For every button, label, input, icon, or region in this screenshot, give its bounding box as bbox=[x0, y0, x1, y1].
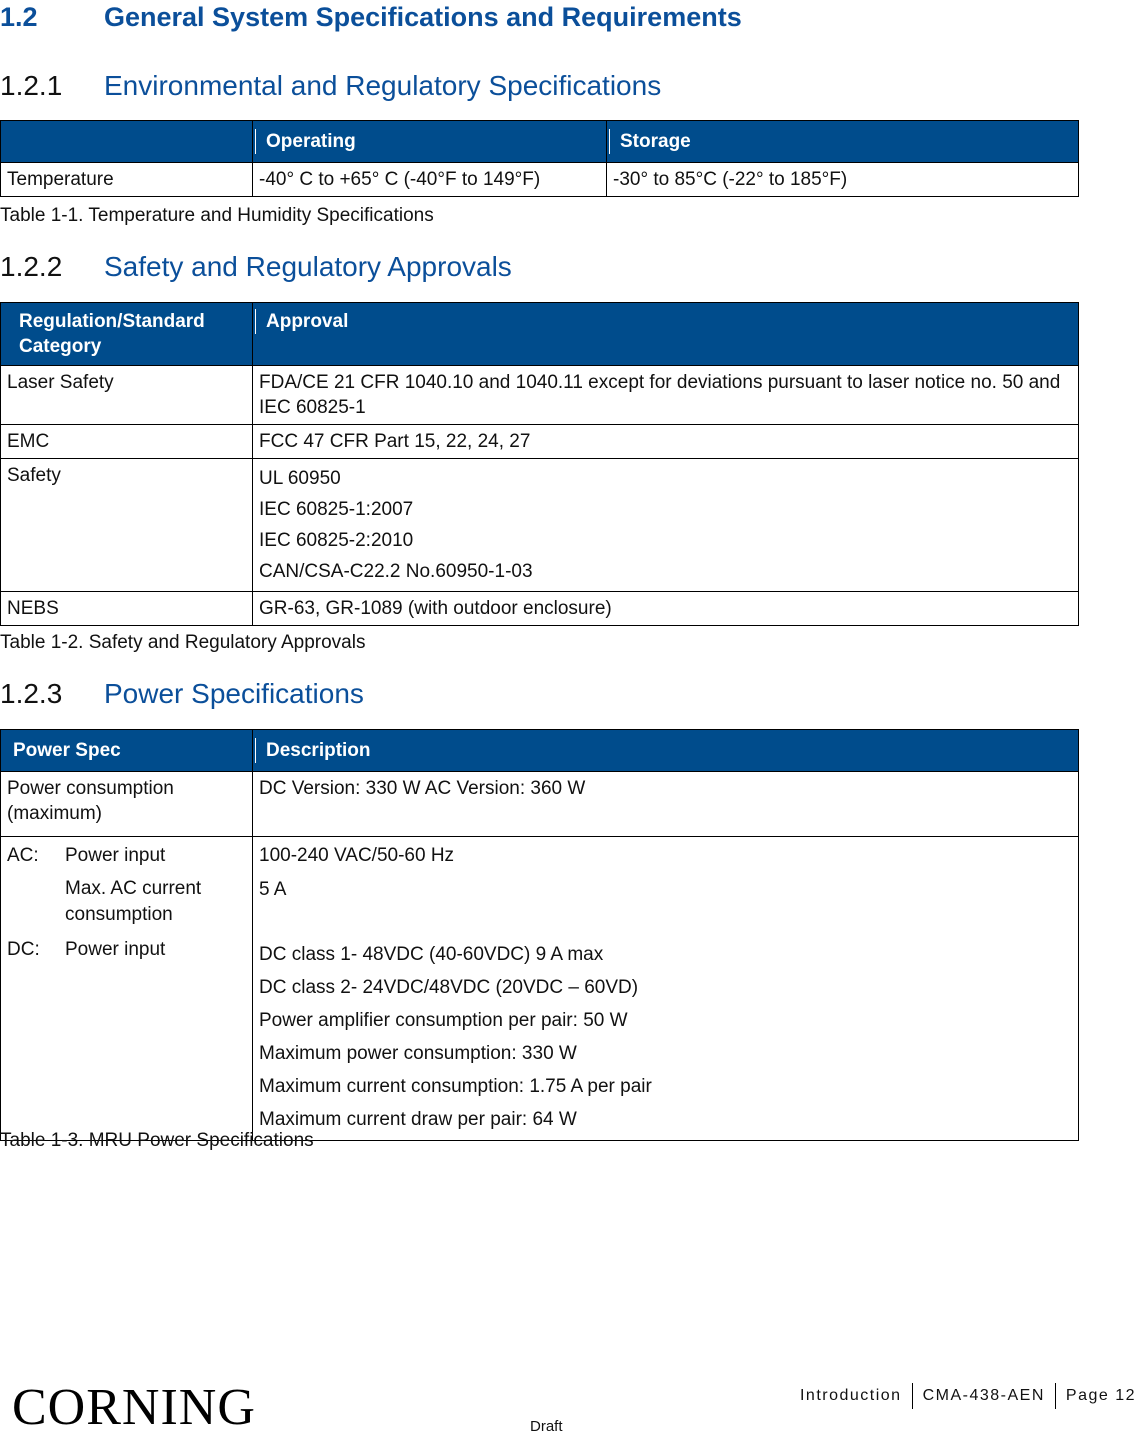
list-item: UL 60950 bbox=[259, 468, 341, 489]
table-cell: DC Version: 330 W AC Version: 360 W bbox=[253, 772, 1079, 837]
subsection-number: 1.2.2 bbox=[0, 251, 63, 282]
subsection-title: Environmental and Regulatory Specifications bbox=[104, 70, 662, 101]
table-row bbox=[1, 459, 1079, 592]
table-header-row bbox=[1, 303, 1079, 366]
table-cell: EMC bbox=[1, 425, 253, 459]
list-item: 100-240 VAC/50-60 Hz bbox=[259, 845, 455, 866]
table-row bbox=[1, 366, 1079, 425]
list-item: IEC 60825-1:2007 bbox=[259, 499, 414, 520]
table-cell: FCC 47 CFR Part 15, 22, 24, 27 bbox=[253, 425, 1079, 459]
list-item: IEC 60825-2:2010 bbox=[259, 530, 414, 551]
list-item: Maximum current consumption: 1.75 A per pair bbox=[259, 1076, 652, 1097]
footer-info bbox=[790, 1383, 1146, 1409]
table-cell bbox=[1, 837, 253, 1141]
approvals-table bbox=[0, 302, 1079, 626]
dc-label: DC: bbox=[7, 939, 40, 960]
table-cell: Safety bbox=[1, 459, 253, 592]
table-cell: Temperature bbox=[1, 163, 253, 197]
list-item: Maximum current draw per pair: 64 W bbox=[259, 1109, 577, 1130]
list-item: Maximum power consumption: 330 W bbox=[259, 1043, 577, 1064]
corning-logo: CORNING bbox=[12, 1379, 256, 1436]
ac-power-input-label: Power input bbox=[65, 845, 166, 866]
dc-power-input-label: Power input bbox=[65, 939, 166, 960]
table-caption: Table 1-3. MRU Power Specifications bbox=[0, 1130, 314, 1151]
header-cell-operating: Operating bbox=[253, 121, 607, 163]
section-heading-1-2 bbox=[0, 2, 742, 33]
section-number: 1.2 bbox=[0, 2, 38, 32]
table-cell: NEBS bbox=[1, 592, 253, 626]
header-cell-approval: Approval bbox=[253, 303, 1079, 366]
ac-label: AC: bbox=[7, 845, 39, 866]
subsection-number: 1.2.1 bbox=[0, 70, 63, 101]
footer-section: Introduction bbox=[799, 1387, 902, 1404]
header-cell-description: Description bbox=[253, 730, 1079, 772]
subsection-heading-1-2-2 bbox=[0, 251, 512, 283]
list-item: CAN/CSA-C22.2 No.60950-1-03 bbox=[259, 561, 533, 582]
table-cell: GR-63, GR-1089 (with outdoor enclosure) bbox=[253, 592, 1079, 626]
subsection-heading-1-2-1 bbox=[0, 70, 661, 102]
table-cell: -30° to 85°C (-22° to 185°F) bbox=[607, 163, 1079, 197]
subsection-title: Safety and Regulatory Approvals bbox=[104, 251, 512, 282]
header-cell bbox=[1, 121, 253, 163]
subsection-number: 1.2.3 bbox=[0, 678, 63, 709]
table-row bbox=[1, 772, 1079, 837]
table-row bbox=[1, 163, 1079, 197]
table-header-row bbox=[1, 730, 1079, 772]
section-title: General System Specifications and Requirements bbox=[104, 2, 742, 32]
list-item: 5 A bbox=[259, 879, 287, 900]
list-item: DC class 1- 48VDC (40-60VDC) 9 A max bbox=[259, 944, 604, 965]
header-cell-category: Regulation/Standard Category bbox=[1, 303, 253, 366]
table-caption: Table 1-2. Safety and Regulatory Approvals bbox=[0, 632, 366, 653]
header-cell-storage: Storage bbox=[607, 121, 1079, 163]
table-cell: -40° C to +65° C (-40°F to 149°F) bbox=[253, 163, 607, 197]
ac-max-current-label: Max. AC current consumption bbox=[65, 878, 202, 925]
temperature-table bbox=[0, 120, 1079, 197]
table-cell bbox=[253, 837, 1079, 1141]
subsection-title: Power Specifications bbox=[104, 678, 364, 709]
table-header-row bbox=[1, 121, 1079, 163]
footer-doc-id: CMA-438-AEN bbox=[912, 1383, 1055, 1409]
list-item: Power amplifier consumption per pair: 50 W bbox=[259, 1010, 628, 1031]
footer-page-number: Page 12 bbox=[1055, 1383, 1146, 1409]
table-row bbox=[1, 837, 1079, 1141]
subsection-heading-1-2-3 bbox=[0, 678, 364, 710]
table-cell: Power consumption (maximum) bbox=[1, 772, 253, 837]
table-row bbox=[1, 425, 1079, 459]
draft-label: Draft bbox=[530, 1418, 563, 1435]
table-caption: Table 1-1. Temperature and Humidity Specifications bbox=[0, 205, 434, 226]
table-cell: Laser Safety bbox=[1, 366, 253, 425]
header-cell-power-spec: Power Spec bbox=[1, 730, 253, 772]
power-table bbox=[0, 729, 1079, 1141]
table-cell bbox=[253, 459, 1079, 592]
list-item: DC class 2- 24VDC/48VDC (20VDC – 60VD) bbox=[259, 977, 639, 998]
table-row bbox=[1, 592, 1079, 626]
table-cell: FDA/CE 21 CFR 1040.10 and 1040.11 except for deviations pursuant to laser notice no. 50 and IEC 60825-1 bbox=[253, 366, 1079, 425]
